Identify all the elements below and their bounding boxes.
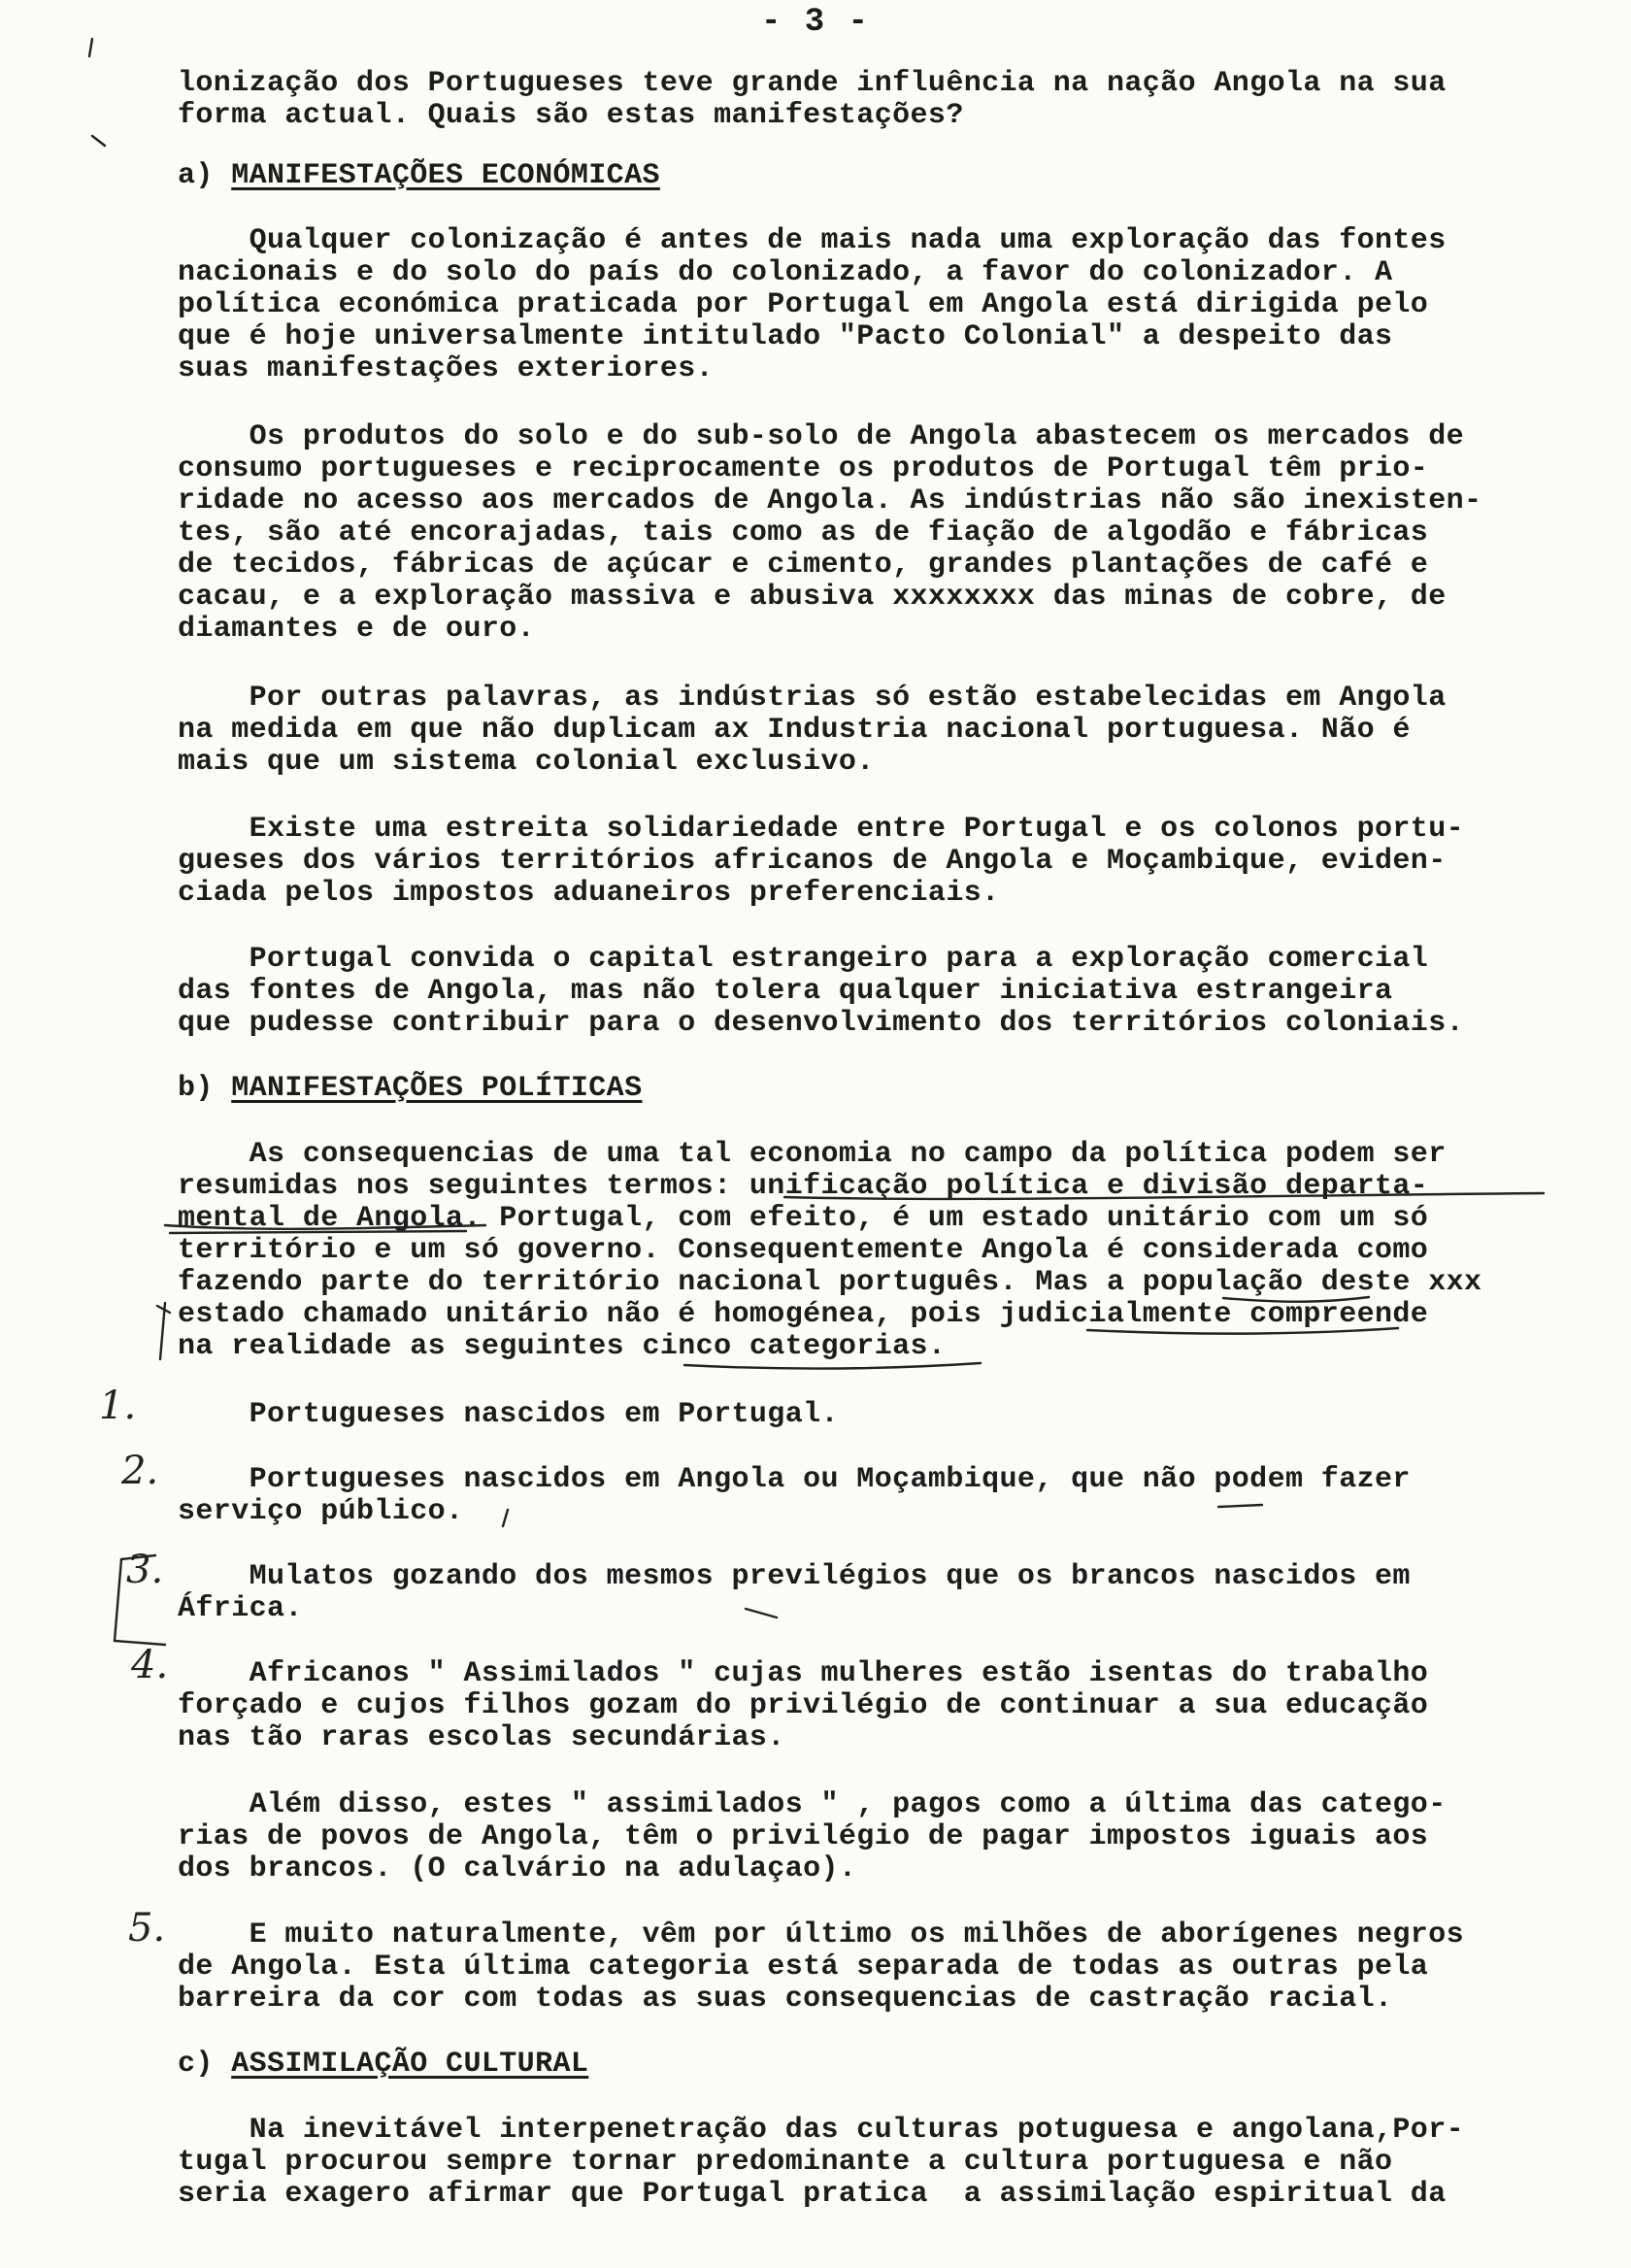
category-3: Mulatos gozando dos mesmos previlégios que os brancos nascidos em África. xyxy=(178,1560,1411,1625)
margin-number-5: 5. xyxy=(128,1906,166,1951)
section-c-paragraph-1: Na inevitável interpenetração das culturas potuguesa e angolana,Por- tugal procurou sempre tornar predominante a cultura portuguesa e não seria exagero afirmar que Portugal pratica a assimilação espiritual da xyxy=(178,2114,1465,2211)
page-number: - 3 - xyxy=(760,4,871,41)
underline-judicialmente xyxy=(1087,1328,1398,1334)
section-b-title: MANIFESTAÇÕES POLÍTICAS xyxy=(231,1072,643,1105)
underline-mental-de-angola xyxy=(165,1225,485,1229)
section-a-paragraph-1: Qualquer colonização é antes de mais nada uma exploração das fontes nacionais e do solo do país do colonizado, a favor do colonizador. A política económica praticada por Portugal em Angola está dirigida pelo que é hoje universalmente intitulado "Pacto Colonial" a despeito das suas manifestações exteriores. xyxy=(178,224,1447,385)
section-a-paragraph-5: Portugal convida o capital estrangeiro para a exploração comercial das fontes de Angola, mas não tolera qualquer iniciativa estrangeira que pudesse contribuir para o desenvolvimento dos territórios coloniais. xyxy=(178,943,1465,1040)
section-c-label: c) xyxy=(178,2048,214,2081)
underline-mental-de-angola-2 xyxy=(170,1231,466,1233)
section-c-title: ASSIMILAÇÃO CULTURAL xyxy=(231,2048,589,2081)
category-2: Portugueses nascidos em Angola ou Moçambique, que não podem fazer serviço público. xyxy=(178,1463,1411,1528)
section-b-label: b) xyxy=(178,1072,214,1105)
category-1: Portugueses nascidos em Portugal. xyxy=(178,1398,839,1431)
section-a-title: MANIFESTAÇÕES ECONÓMICAS xyxy=(231,159,660,192)
section-b-paragraph-1: As consequencias de uma tal economia no campo da política podem ser resumidas nos seguintes termos: unificação política e divisão departa- mental de Angola. Portugal, com efeito, é um estado unitário com um só território e um só governo. Consequentemente Angola é considerada como fazendo parte do território nacional português. Mas a população deste xxx estado chamado unitário não é homogénea, pois judicialmente compreende na realidade as seguintes cinco categorias. xyxy=(178,1138,1482,1363)
underline-populacao xyxy=(1223,1297,1369,1302)
margin-bar xyxy=(160,1303,165,1359)
margin-bracket xyxy=(115,1555,165,1645)
margin-number-1: 1. xyxy=(99,1384,137,1428)
section-a-label: a) xyxy=(178,159,214,192)
category-5: E muito naturalmente, vêm por último os milhões de aborígenes negros de Angola. Esta última categoria está separada de todas as outras pela barreira da cor com todas as suas consequencias de castração racial. xyxy=(178,1918,1465,2016)
section-a-paragraph-2: Os produtos do solo e do sub-solo de Angola abastecem os mercados de consumo portugueses e reciprocamente os produtos de Portugal têm prio- ridade no acesso aos mercados de Angola. As indústrias não são inexisten- tes, são até encorajadas, tais como as de fiação de algodão e fábricas de tecidos, fábricas de açúcar e cimento, grandes plantações de café e cacau, e a exploração massiva e abusiva xxxxxxxx das minas de cobre, de diamantes e de ouro. xyxy=(178,420,1482,646)
mark-left-1 xyxy=(92,136,105,146)
margin-number-3: 3. xyxy=(126,1548,164,1592)
mark-africa xyxy=(746,1609,777,1618)
category-4: Africanos " Assimilados " cujas mulheres estão isentas do trabalho forçado e cujos filhos gozam do privilégio de continuar a sua educação nas tão raras escolas secundárias. xyxy=(178,1657,1429,1754)
mark-top-left xyxy=(89,39,92,56)
margin-number-4: 4. xyxy=(131,1643,169,1687)
section-a-paragraph-3: Por outras palavras, as indústrias só estão estabelecidas em Angola na medida em que não duplicam ax Industria nacional portuguesa. Não é mais que um sistema colonial exclusivo. xyxy=(178,682,1447,779)
intro-paragraph: lonização dos Portugueses teve grande influência na nação Angola na sua forma actual. Quais são estas manifestações? xyxy=(178,67,1447,132)
underline-unificacao xyxy=(784,1193,1544,1199)
category-4-note: Além disso, estes " assimilados " , pagos como a última das catego- rias de povos de Angola, têm o privilégio de pagar impostos iguais aos dos brancos. (O calvário na adulaçao). xyxy=(178,1788,1447,1885)
mark-question xyxy=(503,1510,508,1526)
margin-number-2: 2. xyxy=(121,1449,159,1493)
mark-nao xyxy=(1218,1505,1262,1507)
underline-cinco-categorias xyxy=(684,1363,981,1369)
section-a-paragraph-4: Existe uma estreita solidariedade entre Portugal e os colonos portu- gueses dos vários territórios africanos de Angola e Moçambique, eviden- ciada pelos impostos aduaneiros preferenciais. xyxy=(178,813,1465,910)
